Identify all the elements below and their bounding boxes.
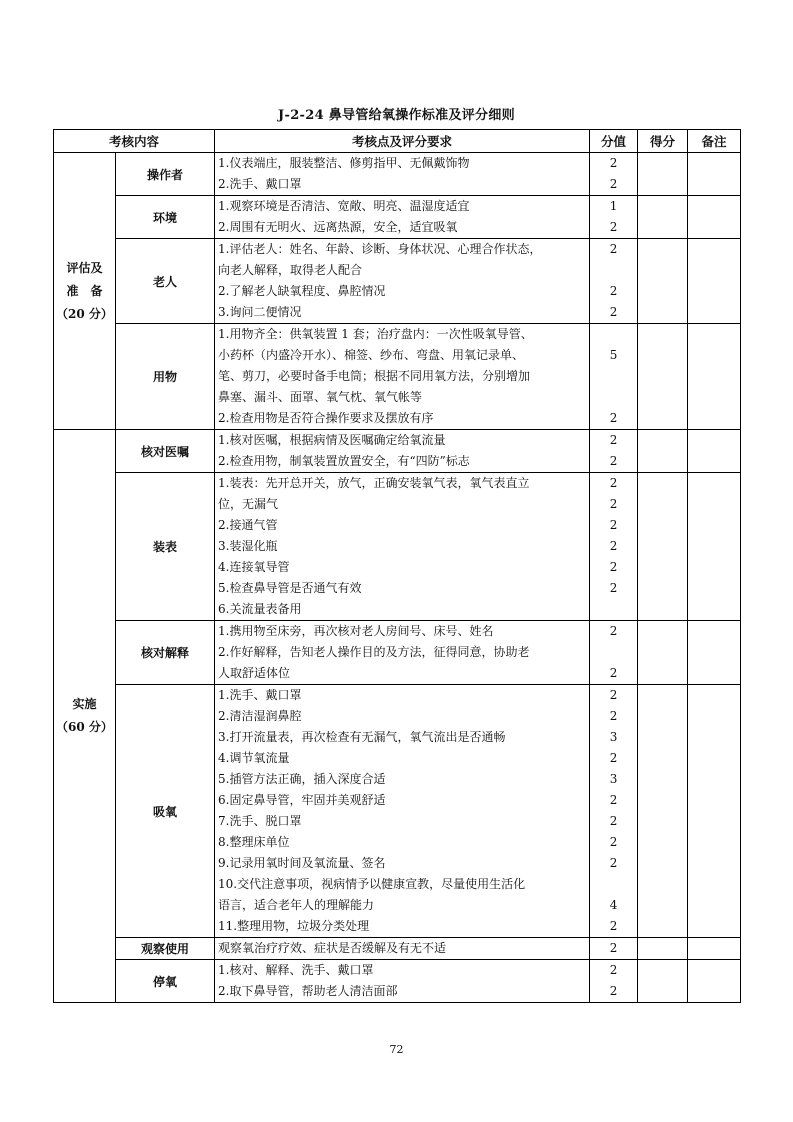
score-value: 2: [609, 856, 618, 870]
requirement-line: 10.交代注意事项，视病情予以健康宣教，尽量使用生活化: [218, 877, 526, 891]
requirement-cell: [215, 938, 590, 960]
score-cell: [590, 938, 638, 960]
score-cell: [590, 473, 638, 621]
requirement-line: 鼻塞、漏斗、面罩、氧气枕、氧气帐等: [218, 390, 423, 404]
score-value: 2: [609, 220, 618, 234]
score-cell: [590, 960, 638, 1003]
score-value: [590, 324, 637, 345]
score-value: 2: [609, 709, 618, 723]
score-value: 2: [609, 539, 618, 553]
item-name: 核对医嘱: [116, 430, 215, 473]
requirement-line: 1.携用物至床旁，再次核对老人房间号、床号、姓名: [218, 624, 494, 638]
table-row: [54, 430, 741, 473]
score-value: 2: [609, 560, 618, 574]
header-points: 考核点及评分要求: [215, 130, 590, 153]
score-value: 2: [609, 433, 618, 447]
requirement-line: 1.洗手、戴口罩: [218, 688, 302, 702]
requirement-line: 小药杯（内盛冷开水）、棉签、纱布、弯盘、用氧记录单、: [218, 348, 525, 362]
score-value: 2: [609, 624, 618, 638]
requirement-cell: [215, 621, 590, 685]
score-cell: [590, 153, 638, 196]
remark-cell: [688, 938, 741, 960]
header-note: 备注: [688, 130, 741, 153]
requirement-line: 6.固定鼻导管，牢固并美观舒适: [218, 793, 386, 807]
score-value: 2: [609, 963, 618, 977]
score-value: 2: [609, 581, 618, 595]
table-row: [54, 324, 741, 430]
requirement-line: 语言，适合老年人的理解能力: [218, 898, 375, 912]
section-category: [54, 153, 116, 430]
remark-cell: [688, 153, 741, 196]
requirement-line: 人取舒适体位: [218, 666, 291, 680]
requirement-cell: [215, 685, 590, 938]
score-value: [590, 366, 637, 387]
earned-score-cell: [638, 473, 688, 621]
requirement-line: 观察氧治疗疗效、症状是否缓解及有无不适: [218, 941, 447, 955]
remark-cell: [688, 621, 741, 685]
item-name: 装表: [116, 473, 215, 621]
requirement-line: 2.作好解释，告知老人操作目的及方法，征得同意，协助老: [218, 645, 530, 659]
header-row: [54, 130, 741, 153]
header-got: 得分: [638, 130, 688, 153]
score-value: 2: [609, 156, 618, 170]
earned-score-cell: [638, 153, 688, 196]
score-value: 2: [609, 454, 618, 468]
score-value: 2: [609, 984, 618, 998]
requirement-line: 3.询问二便情况: [218, 305, 302, 319]
score-value: 2: [609, 242, 618, 256]
requirement-line: 1.核对医嘱，根据病情及医嘱确定给氧流量: [218, 433, 446, 447]
earned-score-cell: [638, 960, 688, 1003]
score-cell: [590, 239, 638, 324]
table-row: [54, 153, 741, 196]
requirement-line: 4.连接氧导管: [218, 560, 290, 574]
score-value: [590, 387, 637, 408]
score-value: 2: [609, 751, 618, 765]
table-row: [54, 685, 741, 938]
document-title: J-2-24 鼻导管给氧操作标准及评分细则: [278, 108, 515, 123]
item-name: 用物: [116, 324, 215, 430]
score-value: 1: [609, 199, 618, 213]
score-value: 2: [609, 284, 618, 298]
earned-score-cell: [638, 621, 688, 685]
requirement-line: 2.检查用物，制氧装置放置安全，有“四防”标志: [218, 454, 470, 468]
requirement-cell: [215, 473, 590, 621]
table-row: [54, 938, 741, 960]
remark-cell: [688, 473, 741, 621]
requirement-line: 3.打开流量表，再次检查有无漏气，氧气流出是否通畅: [218, 730, 506, 744]
category-label-line: 准 备: [66, 283, 103, 298]
category-label-line: （60 分）: [56, 720, 113, 734]
requirement-line: 5.插管方法正确，插入深度合适: [218, 772, 386, 786]
score-value: 2: [609, 497, 618, 511]
earned-score-cell: [638, 239, 688, 324]
remark-cell: [688, 324, 741, 430]
requirement-cell: [215, 153, 590, 196]
score-value: 3: [609, 730, 618, 744]
requirement-line: 1.观察环境是否清洁、宽敞、明亮、温湿度适宜: [218, 199, 470, 213]
score-value: [590, 260, 637, 281]
requirement-line: 9.记录用氧时间及氧流量、签名: [218, 856, 386, 870]
remark-cell: [688, 960, 741, 1003]
score-cell: [590, 685, 638, 938]
item-name: 核对解释: [116, 621, 215, 685]
table-row: [54, 621, 741, 685]
score-value: [590, 599, 637, 620]
score-cell: [590, 621, 638, 685]
score-value: 2: [609, 666, 618, 680]
requirement-line: 2.了解老人缺氧程度、鼻腔情况: [218, 284, 386, 298]
earned-score-cell: [638, 324, 688, 430]
score-value: 2: [609, 518, 618, 532]
remark-cell: [688, 239, 741, 324]
score-value: [590, 874, 637, 895]
score-value: 3: [609, 772, 618, 786]
remark-cell: [688, 196, 741, 239]
item-name: 观察使用: [116, 938, 215, 960]
header-score: 分值: [590, 130, 638, 153]
requirement-line: 位，无漏气: [218, 497, 279, 511]
score-value: 2: [609, 476, 618, 490]
section-category: [54, 430, 116, 1003]
requirement-line: 11.整理用物，垃圾分类处理: [218, 919, 370, 933]
requirement-line: 1.用物齐全：供氧装置 1 套；治疗盘内：一次性吸氧导管、: [218, 327, 533, 341]
scoring-table: [53, 129, 741, 1003]
page-number: 72: [389, 1043, 404, 1056]
category-label-line: 评估及: [66, 260, 103, 275]
requirement-line: 7.洗手、脱口罩: [218, 814, 302, 828]
item-name: 环境: [116, 196, 215, 239]
score-value: 4: [609, 898, 618, 912]
requirement-cell: [215, 430, 590, 473]
requirement-line: 笔、剪刀，必要时备手电筒；根据不同用氧方法，分别增加: [218, 369, 531, 383]
requirement-line: 2.取下鼻导管，帮助老人清洁面部: [218, 984, 398, 998]
score-value: 2: [609, 688, 618, 702]
requirement-line: 2.洗手、戴口罩: [218, 177, 302, 191]
item-name: 吸氧: [116, 685, 215, 938]
requirement-line: 1.仪表端庄，服装整洁、修剪指甲、无佩戴饰物: [218, 156, 470, 170]
category-label-line: 实施: [72, 697, 97, 711]
requirement-line: 4.调节氧流量: [218, 751, 290, 765]
requirement-line: 2.接通气管: [218, 518, 278, 532]
requirement-line: 5.检查鼻导管是否通气有效: [218, 581, 362, 595]
requirement-cell: [215, 196, 590, 239]
requirement-line: 1.核对、解释、洗手、戴口罩: [218, 963, 374, 977]
score-value: 2: [609, 305, 618, 319]
table-row: [54, 473, 741, 621]
requirement-line: 1.评估老人：姓名、年龄、诊断、身体状况、心理合作状态，: [218, 242, 542, 256]
table-row: [54, 196, 741, 239]
earned-score-cell: [638, 430, 688, 473]
score-cell: [590, 196, 638, 239]
score-value: 2: [609, 919, 618, 933]
category-label-line: （20 分）: [56, 306, 113, 321]
header-content: 考核内容: [54, 130, 215, 153]
table-row: [54, 960, 741, 1003]
score-value: [590, 642, 637, 663]
score-value: 2: [609, 411, 618, 425]
score-value: 5: [609, 348, 618, 362]
score-value: 2: [609, 835, 618, 849]
requirement-line: 6.关流量表备用: [218, 602, 302, 616]
requirement-line: 向老人解释，取得老人配合: [218, 263, 363, 277]
requirement-cell: [215, 960, 590, 1003]
item-name: 老人: [116, 239, 215, 324]
requirement-line: 3.装湿化瓶: [218, 539, 278, 553]
requirement-line: 8.整理床单位: [218, 835, 290, 849]
score-cell: [590, 324, 638, 430]
remark-cell: [688, 430, 741, 473]
requirement-cell: [215, 324, 590, 430]
earned-score-cell: [638, 685, 688, 938]
earned-score-cell: [638, 938, 688, 960]
requirement-line: 2.清洁湿润鼻腔: [218, 709, 302, 723]
remark-cell: [688, 685, 741, 938]
requirement-line: 2.检查用物是否符合操作要求及摆放有序: [218, 411, 434, 425]
earned-score-cell: [638, 196, 688, 239]
score-value: 2: [609, 814, 618, 828]
score-value: 2: [609, 941, 618, 955]
item-name: 停氧: [116, 960, 215, 1003]
score-value: 2: [609, 793, 618, 807]
requirement-line: 1.装表：先开总开关，放气，正确安装氧气表，氧气表直立: [218, 476, 530, 490]
requirement-cell: [215, 239, 590, 324]
requirement-line: 2.周围有无明火、远离热源，安全，适宜吸氧: [218, 220, 458, 234]
item-name: 操作者: [116, 153, 215, 196]
score-cell: [590, 430, 638, 473]
table-row: [54, 239, 741, 324]
score-value: 2: [609, 177, 618, 191]
